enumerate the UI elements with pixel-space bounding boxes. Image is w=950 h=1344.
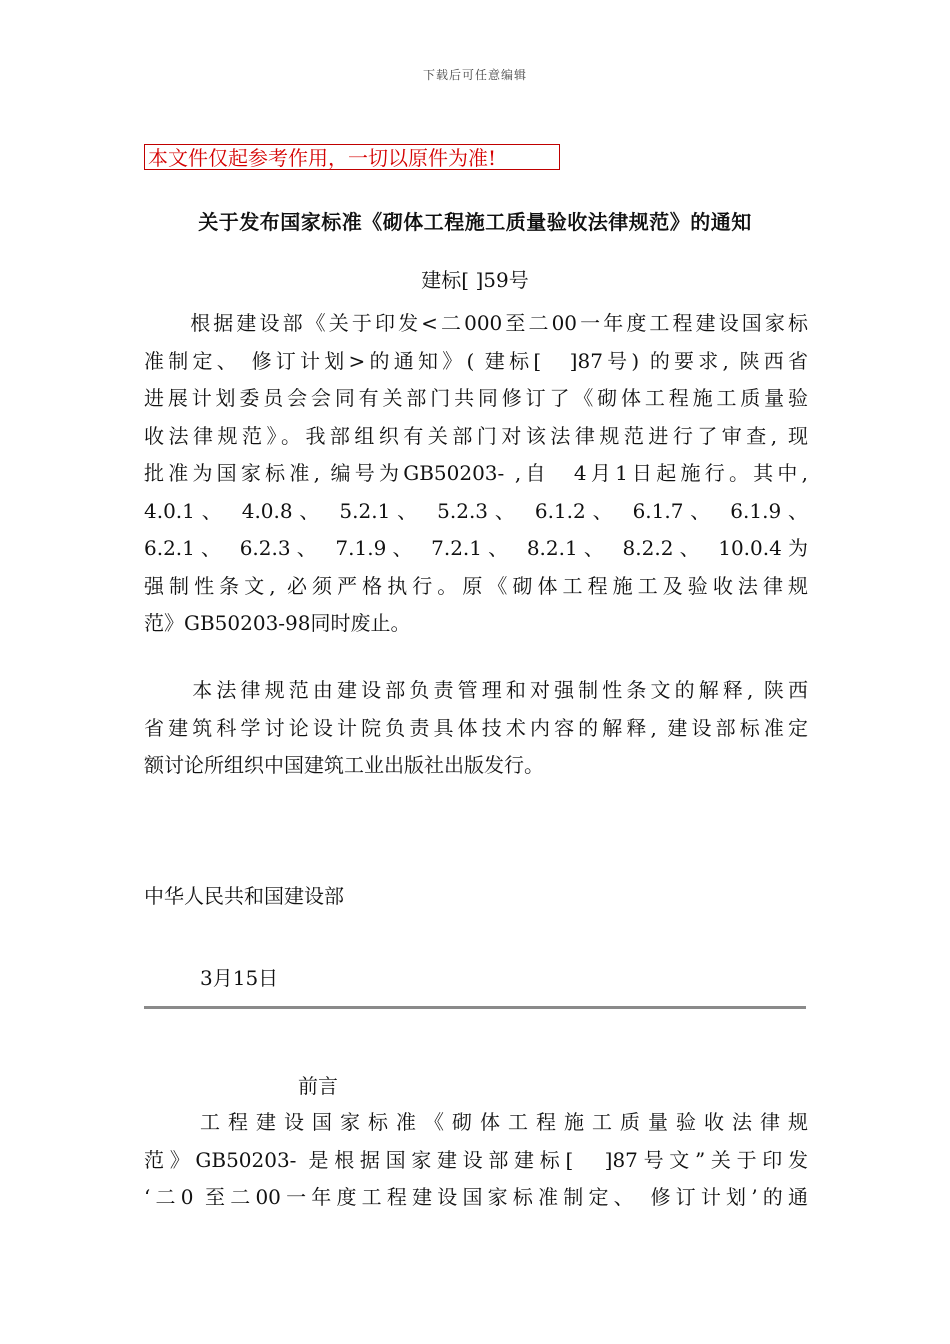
document-title: 关于发布国家标准《砌体工程施工质量验收法律规范》的通知 — [198, 210, 752, 234]
issue-date: 3月15日 — [200, 966, 279, 990]
disclaimer-box: 本文件仅起参考作用，一切以原件为准! — [144, 144, 560, 170]
paragraph-line: 额讨论所组织中国建筑工业出版社出版发行。 — [144, 753, 544, 777]
paragraph-line: 强制性条文, 必须严格执行。原《砌体工程施工及验收法律规 — [144, 573, 808, 598]
paragraph-line: 省建筑科学讨论设计院负责具体技术内容的解释, 建设部标准定 — [144, 715, 808, 740]
paragraph-line: 收法律规范》。我部组织有关部门对该法律规范进行了审查, 现 — [144, 423, 808, 448]
paragraph-line: 工程建设国家标准《砌体工程施工质量验收法律规 — [144, 1110, 808, 1134]
paragraph-line: 准制定、 修订计划>的通知》( 建标[ ]87号) 的要求, 陕西省 — [144, 348, 808, 373]
paragraph-line: 范》GB50203- 是根据国家建设部建标[ ]87号文”关于印发 — [144, 1147, 808, 1172]
paragraph-line: 进展计划委员会会同有关部门共同修订了《砌体工程施工质量验 — [144, 386, 808, 410]
issuer-name: 中华人民共和国建设部 — [144, 884, 344, 908]
paragraph-line: 根据建设部《关于印发<二000至二00一年度工程建设国家标 — [144, 311, 808, 335]
notice-paragraph-1 — [144, 305, 808, 643]
preface-heading: 前言 — [298, 1074, 338, 1098]
paragraph-line: 范》GB50203-98同时废止。 — [144, 611, 411, 635]
paragraph-line: 4.0.1、 4.0.8、 5.2.1、 5.2.3、 6.1.2、 6.1.7、 6.1.9、 — [144, 498, 808, 523]
paragraph-line: 批准为国家标准, 编号为GB50203- ,自 4月1日起施行。其中, — [144, 461, 808, 485]
document-number: 建标[ ]59号 — [421, 268, 529, 292]
notice-paragraph-2 — [144, 672, 808, 785]
paragraph-line: 本法律规范由建设部负责管理和对强制性条文的解释, 陕西 — [144, 678, 808, 702]
header-note: 下载后可任意编辑 — [422, 68, 527, 82]
section-divider — [144, 1006, 806, 1009]
paragraph-line: ‘二0 至二00一年度工程建设国家标准制定、 修订计划’的通 — [144, 1185, 808, 1209]
paragraph-line: 6.2.1、 6.2.3、 7.1.9、 7.2.1、 8.2.1、 8.2.2、 10.0.4为 — [144, 536, 808, 560]
preface-paragraph — [144, 1104, 808, 1217]
